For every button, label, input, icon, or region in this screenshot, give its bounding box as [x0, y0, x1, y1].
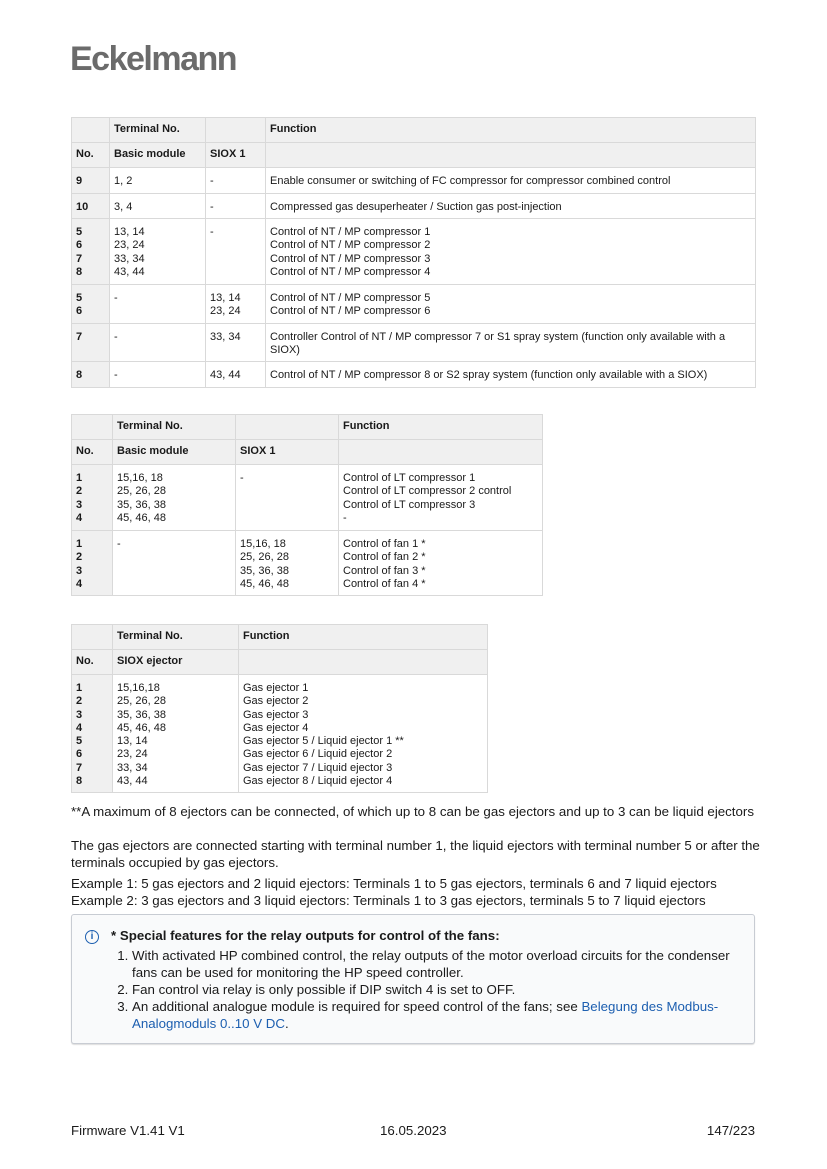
- row-number-cell: 7: [72, 324, 110, 362]
- table-row: [72, 465, 543, 531]
- example-2: Example 2: 3 gas ejectors and 3 liquid ejectors: Terminals 1 to 3 gas ejectors, terminals 5 to 7 liquid ejectors: [71, 893, 706, 908]
- header-cell: [206, 118, 266, 143]
- table-row: [72, 362, 756, 388]
- header-cell: Function: [339, 415, 543, 440]
- table-header-row: [72, 118, 756, 143]
- table-cell: 3, 4: [110, 194, 206, 219]
- row-number-cell: 9: [72, 168, 110, 194]
- header-cell: No.: [72, 143, 110, 168]
- header-cell: Terminal No.: [110, 118, 206, 143]
- header-cell: SIOX 1: [206, 143, 266, 168]
- row-number-cell: 10: [72, 194, 110, 219]
- table-row: [72, 219, 756, 285]
- table-row: [72, 324, 756, 362]
- example-1: Example 1: 5 gas ejectors and 2 liquid ejectors: Terminals 1 to 5 gas ejectors, terminals 6 and 7 liquid ejectors: [71, 876, 717, 891]
- table-cell: 33, 34: [206, 324, 266, 362]
- header-cell: [72, 118, 110, 143]
- table-cell: Controller Control of NT / MP compressor 7 or S1 spray system (function only available with a SIOX): [266, 324, 756, 362]
- table-cell: -: [110, 324, 206, 362]
- table-cell: 15,16,18 25, 26, 28 35, 36, 38 45, 46, 48 13, 14 23, 24 33, 34 43, 44: [113, 675, 239, 793]
- table-cell: Control of fan 1 * Control of fan 2 * Control of fan 3 * Control of fan 4 *: [339, 531, 543, 596]
- relay-table-lt-fans: [71, 414, 543, 596]
- table-row: [72, 675, 488, 793]
- header-cell: No.: [72, 440, 113, 465]
- header-cell: Terminal No.: [113, 625, 239, 650]
- info-panel: [71, 914, 755, 1044]
- table-cell: -: [110, 362, 206, 388]
- table-row: [72, 194, 756, 219]
- info-item: 1. With activated HP combined control, the relay outputs of the motor overload circuits for the condenser fans can be used for monitoring the HP speed controller.: [132, 947, 742, 981]
- eckelmann-logo: Eckelmann: [70, 40, 237, 78]
- header-cell: Basic module: [113, 440, 236, 465]
- table-cell: Control of LT compressor 1 Control of LT compressor 2 control Control of LT compressor 3 -: [339, 465, 543, 531]
- footer-page-number: 147/223: [706, 1123, 755, 1138]
- table-cell: -: [236, 465, 339, 531]
- ejector-note: **A maximum of 8 ejectors can be connected, of which up to 8 can be gas ejectors and up to 3 can be liquid ejectors: [71, 804, 754, 819]
- row-number-cell: 1 2 3 4 5 6 7 8: [72, 675, 113, 793]
- table-cell: Control of NT / MP compressor 5 Control of NT / MP compressor 6: [266, 285, 756, 324]
- info-item-text: An additional analogue module is required for speed control of the fans; see: [132, 999, 582, 1014]
- table-cell: -: [110, 285, 206, 324]
- footer-date: 16.05.2023: [380, 1123, 447, 1138]
- table-cell: Compressed gas desuperheater / Suction gas post-injection: [266, 194, 756, 219]
- table-row: [72, 285, 756, 324]
- table-cell: -: [206, 194, 266, 219]
- info-item: 2. Fan control via relay is only possible if DIP switch 4 is set to OFF.: [132, 981, 742, 998]
- table-cell: 1, 2: [110, 168, 206, 194]
- table-cell: 15,16, 18 25, 26, 28 35, 36, 38 45, 46, 48: [113, 465, 236, 531]
- header-cell: Function: [266, 118, 756, 143]
- info-item: [132, 998, 742, 1032]
- table-cell: Gas ejector 1 Gas ejector 2 Gas ejector 3 Gas ejector 4 Gas ejector 5 / Liquid ejector 1 ** Gas ejector 6 / Liquid ejector 2 Gas ejector 7 / Liquid ejector 3 Gas ejector 8 / Liquid ejector 4: [239, 675, 488, 793]
- info-list: [112, 947, 742, 1032]
- table-cell: -: [206, 219, 266, 285]
- table-cell: -: [113, 531, 236, 596]
- row-number-cell: 5 6 7 8: [72, 219, 110, 285]
- row-number-cell: 1 2 3 4: [72, 531, 113, 596]
- header-cell: [72, 625, 113, 650]
- header-cell: Function: [239, 625, 488, 650]
- table-header-row: [72, 625, 488, 650]
- footer-firmware: Firmware V1.41 V1: [71, 1123, 185, 1138]
- table-cell: Control of NT / MP compressor 1 Control of NT / MP compressor 2 Control of NT / MP compressor 3 Control of NT / MP compressor 4: [266, 219, 756, 285]
- info-icon: i: [85, 930, 99, 944]
- table-cell: 13, 14 23, 24: [206, 285, 266, 324]
- table-row: [72, 531, 543, 596]
- header-cell: SIOX ejector: [113, 650, 239, 675]
- header-cell: SIOX 1: [236, 440, 339, 465]
- row-number-cell: 8: [72, 362, 110, 388]
- row-number-cell: 5 6: [72, 285, 110, 324]
- table-cell: 43, 44: [206, 362, 266, 388]
- analog-module-link[interactable]: Belegung des Modbus-Analogmoduls 0..10 V DC: [132, 999, 719, 1031]
- table-cell: -: [206, 168, 266, 194]
- punct: .: [285, 1016, 289, 1031]
- relay-table-ejectors: [71, 624, 488, 793]
- table-cell: Control of NT / MP compressor 8 or S2 spray system (function only available with a SIOX): [266, 362, 756, 388]
- table-header-row: [72, 415, 543, 440]
- header-cell: [239, 650, 488, 675]
- header-cell: Terminal No.: [113, 415, 236, 440]
- ejector-connection-text: The gas ejectors are connected starting with terminal number 1, the liquid ejectors with terminal number 5 or after the terminals occupied by gas ejectors.: [71, 838, 760, 870]
- table-row: [72, 168, 756, 194]
- table-cell: 15,16, 18 25, 26, 28 35, 36, 38 45, 46, 48: [236, 531, 339, 596]
- header-cell: [72, 415, 113, 440]
- header-cell: [339, 440, 543, 465]
- table-cell: Enable consumer or switching of FC compressor for compressor combined control: [266, 168, 756, 194]
- info-title: * Special features for the relay outputs for control of the fans:: [111, 928, 500, 943]
- header-cell: [266, 143, 756, 168]
- table-cell: 13, 14 23, 24 33, 34 43, 44: [110, 219, 206, 285]
- table-header-row: [72, 650, 488, 675]
- table-header-row: [72, 440, 543, 465]
- header-cell: [236, 415, 339, 440]
- table-header-row: [72, 143, 756, 168]
- row-number-cell: 1 2 3 4: [72, 465, 113, 531]
- header-cell: No.: [72, 650, 113, 675]
- header-cell: Basic module: [110, 143, 206, 168]
- relay-table-compressors: [71, 117, 756, 388]
